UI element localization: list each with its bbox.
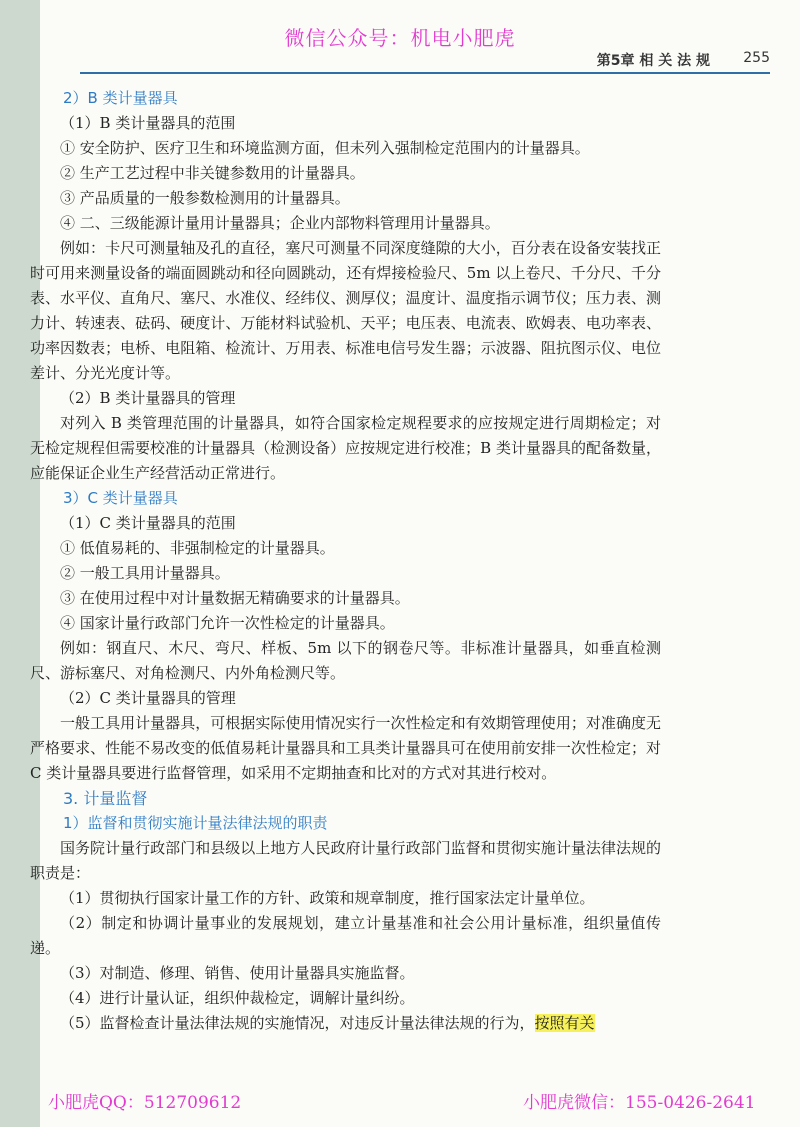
highlighted-text: 按照有关 bbox=[534, 1014, 595, 1032]
s3-1-item-4: （4）进行计量认证，组织仲裁检定，调解计量纠纷。 bbox=[60, 989, 415, 1007]
s3-1-item-2: （2）制定和协调计量事业的发展规划，建立计量基准和社会公用计量标准，组织量值传递。 bbox=[30, 914, 661, 957]
c1-heading: （1）C 类计量器具的范围 bbox=[60, 514, 236, 532]
watermark-bottom-left: 小肥虎QQ：512709612 bbox=[48, 1093, 242, 1113]
header-rule bbox=[80, 72, 770, 74]
c1-item-1: ① 低值易耗的、非强制检定的计量器具。 bbox=[60, 539, 335, 557]
b1-heading: （1）B 类计量器具的范围 bbox=[60, 114, 236, 132]
c1-item-3: ③ 在使用过程中对计量数据无精确要求的计量器具。 bbox=[60, 589, 410, 607]
b2-paragraph: 对列入 B 类管理范围的计量器具，如符合国家检定规程要求的应按规定进行周期检定；对无检定规程但需要校准的计量器具（检测设备）应按规定进行校准；B 类计量器具的配备数量，应能保证企业生产经营活动正常进行。 bbox=[30, 414, 661, 482]
c1-item-2: ② 一般工具用计量器具。 bbox=[60, 564, 230, 582]
s3-1-item-3: （3）对制造、修理、销售、使用计量器具实施监督。 bbox=[60, 964, 415, 982]
c1-item-4: ④ 国家计量行政部门允许一次性检定的计量器具。 bbox=[60, 614, 395, 632]
b1-example-paragraph: 例如：卡尺可测量轴及孔的直径，塞尺可测量不同深度缝隙的大小，百分表在设备安装找正时可用来测量设备的端面圆跳动和径向圆跳动，还有焊接检验尺、5m 以上卷尺、千分尺、千分表、水平仪、直角尺、塞尺、水准仪、经纬仪、测厚仪；温度计、温度指示调节仪；压力表、测力计、转速表、砝码、硬度计、万能材料试验机、天平；电压表、电流表、欧姆表、电功率表、功率因数表；电桥、电阻箱、检流计、万用表、标准电信号发生器；示波器、阻抗图示仪、电位差计、分光光度计等。 bbox=[30, 239, 661, 382]
section-3-1-title: 1）监督和贯彻实施计量法律法规的职责 bbox=[63, 814, 328, 832]
b1-item-2: ② 生产工艺过程中非关键参数用的计量器具。 bbox=[60, 164, 365, 182]
s3-1-item-1: （1）贯彻执行国家计量工作的方针、政策和规章制度，推行国家法定计量单位。 bbox=[60, 889, 595, 907]
section-3-title: 3. 计量监督 bbox=[63, 789, 148, 808]
chapter-title: 第5章 相 关 法 规 bbox=[596, 53, 710, 69]
b1-item-3: ③ 产品质量的一般参数检测用的计量器具。 bbox=[60, 189, 350, 207]
c2-paragraph: 一般工具用计量器具，可根据实际使用情况实行一次性检定和有效期管理使用；对准确度无严格要求、性能不易改变的低值易耗计量器具和工具类计量器具可在使用前安排一次性检定；对 C 类计量器具要进行监督管理，如采用不定期抽查和比对的方式对其进行校对。 bbox=[30, 714, 661, 782]
s3-1-paragraph: 国务院计量行政部门和县级以上地方人民政府计量行政部门监督和贯彻实施计量法律法规的职责是： bbox=[30, 839, 661, 882]
watermark-bottom-right: 小肥虎微信：155-0426-2641 bbox=[523, 1093, 756, 1113]
page-number: 255 bbox=[743, 50, 770, 66]
page-body bbox=[30, 86, 770, 1036]
section-b-title: 2）B 类计量器具 bbox=[63, 89, 178, 107]
b1-item-4: ④ 二、三级能源计量用计量器具；企业内部物料管理用计量器具。 bbox=[60, 214, 500, 232]
b2-heading: （2）B 类计量器具的管理 bbox=[60, 389, 236, 407]
b1-item-1: ① 安全防护、医疗卫生和环境监测方面，但未列入强制检定范围内的计量器具。 bbox=[60, 139, 590, 157]
running-header bbox=[80, 50, 770, 70]
c2-heading: （2）C 类计量器具的管理 bbox=[60, 689, 236, 707]
c1-example-paragraph: 例如：钢直尺、木尺、弯尺、样板、5m 以下的钢卷尺等。非标准计量器具，如垂直检测尺、游标塞尺、对角检测尺、内外角检测尺等。 bbox=[30, 639, 661, 682]
watermark-top: 微信公众号：机电小肥虎 bbox=[284, 26, 516, 50]
s3-1-item-5 bbox=[30, 1011, 661, 1036]
s3-1-item-5-text: （5）监督检查计量法律法规的实施情况，对违反计量法律法规的行为， bbox=[60, 1014, 535, 1032]
section-c-title: 3）C 类计量器具 bbox=[63, 489, 178, 507]
